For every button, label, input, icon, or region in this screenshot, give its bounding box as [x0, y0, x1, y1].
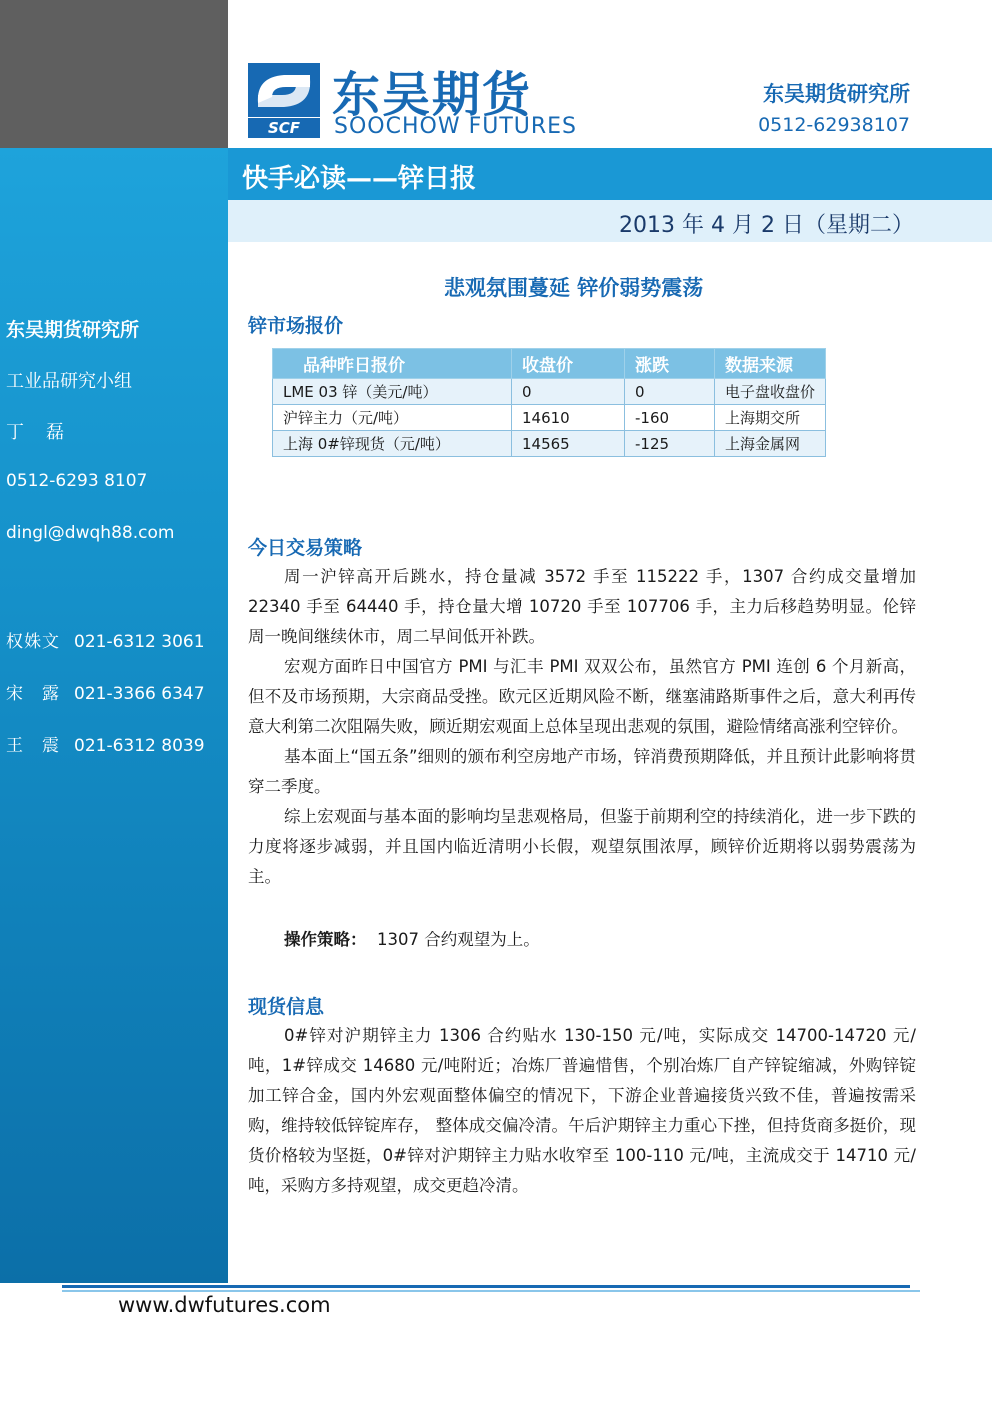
- sidebar-top-block: [0, 0, 228, 148]
- sidebar-contact: [6, 627, 205, 652]
- sidebar-contact: [6, 679, 205, 704]
- column-header: 品种昨日报价: [273, 349, 512, 379]
- table-cell: 上海期交所: [715, 405, 826, 431]
- sidebar-phone: 0512-6293 8107: [6, 471, 148, 491]
- logo-chinese-name: 东吴期货: [332, 67, 533, 123]
- paragraph: 周一沪锌高开后跳水，持仓量减 3572 手至 115222 手，1307 合约成交量增加 22340 手至 64440 手，持仓量大增 10720 手至 107706 手，主力后移趋势明显。伦锌周一晚间继续休市，周二早间低开补跌。: [248, 567, 916, 646]
- paragraph: 宏观方面昨日中国官方 PMI 与汇丰 PMI 双双公布，虽然官方 PMI 连创 6 个月新高，但不及市场预期，大宗商品受挫。欧元区近期风险不断，继塞浦路斯事件之后，意大利再传意大利第二次阻隔失败，顾近期宏观面上总体呈现出悲观的氛围，避险情绪高涨利空锌价。: [248, 657, 916, 736]
- contact-phone: 021-6312 3061: [74, 632, 205, 652]
- company-logo: [248, 60, 588, 142]
- sidebar-org-name: 东吴期货研究所: [6, 319, 140, 341]
- report-title-bar: [228, 148, 992, 200]
- column-header: 涨跌: [625, 349, 715, 379]
- table-cell: 14565: [512, 431, 625, 457]
- table-cell: -160: [625, 405, 715, 431]
- price-table: [272, 348, 826, 457]
- table-row: [273, 431, 826, 457]
- contact-phone: 021-6312 8039: [74, 736, 205, 756]
- report-date-bar: [228, 200, 992, 242]
- table-cell: 14610: [512, 405, 625, 431]
- logo-english-name: SOOCHOW FUTURES: [334, 114, 578, 139]
- table-cell: 0: [625, 379, 715, 405]
- strategy-body: [248, 562, 916, 892]
- table-cell: 0: [512, 379, 625, 405]
- sidebar-author: 丁 磊: [6, 422, 66, 443]
- institute-phone: 0512-62938107: [758, 114, 910, 136]
- contact-name: 宋 露: [6, 684, 60, 704]
- column-header: 收盘价: [512, 349, 625, 379]
- table-row: [273, 405, 826, 431]
- column-header: 数据来源: [715, 349, 826, 379]
- table-cell: LME 03 锌（美元/吨）: [273, 379, 512, 405]
- section-heading-strategy: 今日交易策略: [248, 537, 363, 559]
- report-date: 2013 年 4 月 2 日（星期二）: [619, 213, 914, 238]
- contact-name: 权姝文: [6, 632, 60, 652]
- footer-website-link[interactable]: www.dwfutures.com: [118, 1293, 331, 1317]
- paragraph: 基本面上“国五条”细则的颁布利空房地产市场，锌消费预期降低，并且预计此影响将贯穿二季度。: [248, 747, 916, 796]
- section-heading-spot: 现货信息: [248, 996, 325, 1018]
- operation-label: 操作策略：: [284, 930, 367, 949]
- sidebar-group-name: 工业品研究小组: [6, 371, 132, 392]
- paragraph: 综上宏观面与基本面的影响均呈悲观格局，但鉴于前期利空的持续消化，进一步下跌的力度将逐步减弱，并且国内临近清明小长假，观望氛围浓厚，顾锌价近期将以弱势震荡为主。: [248, 807, 916, 886]
- table-cell: 上海金属网: [715, 431, 826, 457]
- institute-name: 东吴期货研究所: [763, 82, 910, 106]
- contact-phone: 021-3366 6347: [74, 684, 205, 704]
- sidebar-email[interactable]: dingl@dwqh88.com: [6, 523, 175, 543]
- paragraph: 0#锌对沪期锌主力 1306 合约贴水 130-150 元/吨，实际成交 14700-14720 元/吨，1#锌成交 14680 元/吨附近；冶炼厂普遍惜售，个别冶炼厂自产锌锭缩减，外购锌锭加工锌合金，国内外宏观面整体偏空的情况下，下游企业普遍接货兴致不佳，普遍按需采购，维持较低锌锭库存， 整体成交偏冷清。午后沪期锌主力重心下挫，但持货商多挺价，现货价格较为坚挺，0#锌对沪期锌主力贴水收窄至 100-110 元/吨，主流成交于 14710 元/吨，采购方多持观望，成交更趋冷清。: [248, 1026, 916, 1195]
- footer-divider: [62, 1285, 910, 1288]
- footer-divider-light: [62, 1290, 920, 1292]
- operation-text: 1307 合约观望为上。: [377, 930, 540, 949]
- table-header-row: [273, 349, 826, 379]
- section-heading-market: 锌市场报价: [248, 315, 344, 337]
- report-title: 快手必读——锌日报: [242, 164, 477, 194]
- headline: 悲观氛围蔓延 锌价弱势震荡: [444, 276, 704, 300]
- table-row: [273, 379, 826, 405]
- table-cell: -125: [625, 431, 715, 457]
- operation-strategy: [284, 926, 540, 950]
- table-cell: 上海 0#锌现货（元/吨）: [273, 431, 512, 457]
- sidebar-contact: [6, 731, 205, 756]
- logo-abbr: SCF: [248, 118, 320, 138]
- table-cell: 沪锌主力（元/吨）: [273, 405, 512, 431]
- spot-body: [248, 1021, 916, 1201]
- table-cell: 电子盘收盘价: [715, 379, 826, 405]
- contact-name: 王 震: [6, 736, 60, 756]
